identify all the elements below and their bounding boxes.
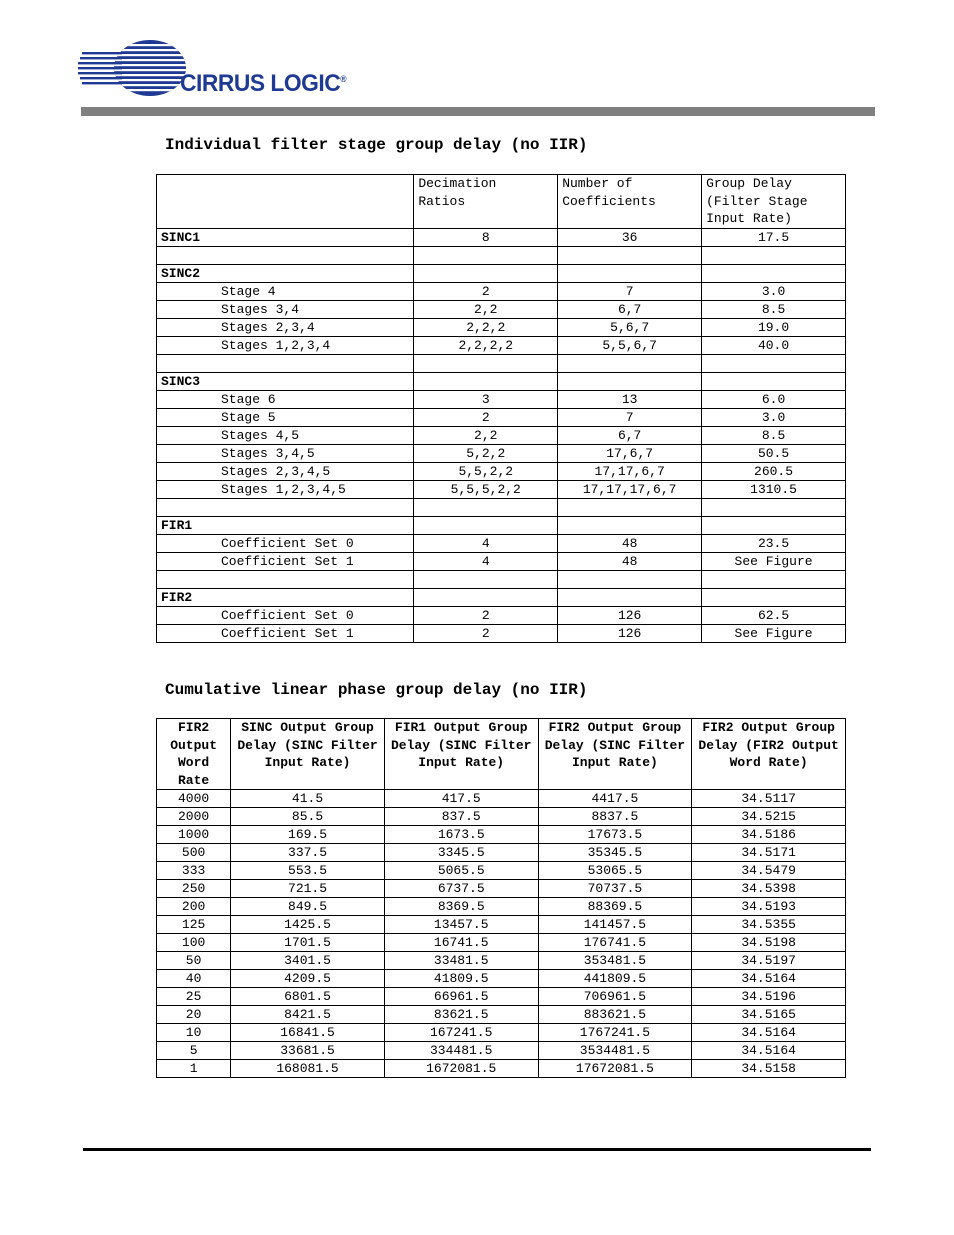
value-cell: [414, 570, 558, 588]
value-cell: 35345.5: [538, 844, 692, 862]
header-cell-sinc-delay: SINC Output Group Delay (SINC Filter Input Rate): [231, 719, 385, 790]
header-cell-fir2-delay-output: FIR2 Output Group Delay (FIR2 Output Word Rate): [692, 719, 846, 790]
row-label-cell: Coefficient Set 1: [157, 624, 414, 642]
value-cell: 1673.5: [384, 826, 538, 844]
table-row: [157, 228, 846, 246]
row-label-cell: [157, 246, 414, 264]
footer-rule: [83, 1148, 871, 1151]
value-cell: 40.0: [702, 336, 846, 354]
header-cell-fir2-delay-sinc: FIR2 Output Group Delay (SINC Filter Input Rate): [538, 719, 692, 790]
value-cell: 334481.5: [384, 1042, 538, 1060]
value-cell: [414, 588, 558, 606]
value-cell: [414, 516, 558, 534]
value-cell: 1: [157, 1060, 231, 1078]
value-cell: 3.0: [702, 408, 846, 426]
header-cell-decimation: Decimation Ratios: [414, 175, 558, 229]
value-cell: 41809.5: [384, 970, 538, 988]
value-cell: 17673.5: [538, 826, 692, 844]
value-cell: 1767241.5: [538, 1024, 692, 1042]
value-cell: 4000: [157, 790, 231, 808]
value-cell: 5,5,6,7: [558, 336, 702, 354]
row-label-cell: FIR2: [157, 588, 414, 606]
value-cell: 16841.5: [231, 1024, 385, 1042]
row-label-cell: Stage 5: [157, 408, 414, 426]
table-row: [157, 588, 846, 606]
value-cell: 34.5164: [692, 970, 846, 988]
value-cell: 3.0: [702, 282, 846, 300]
row-label-cell: Stage 4: [157, 282, 414, 300]
value-cell: 33481.5: [384, 952, 538, 970]
value-cell: 36: [558, 228, 702, 246]
value-cell: 23.5: [702, 534, 846, 552]
value-cell: 10: [157, 1024, 231, 1042]
value-cell: 88369.5: [538, 898, 692, 916]
table-row: [157, 934, 846, 952]
value-cell: 13457.5: [384, 916, 538, 934]
value-cell: 1425.5: [231, 916, 385, 934]
value-cell: 553.5: [231, 862, 385, 880]
value-cell: 5,2,2: [414, 444, 558, 462]
row-label-cell: Stage 6: [157, 390, 414, 408]
table-row: [157, 880, 846, 898]
value-cell: 34.5164: [692, 1042, 846, 1060]
table-row: [157, 390, 846, 408]
value-cell: 48: [558, 534, 702, 552]
row-label-cell: Coefficient Set 0: [157, 534, 414, 552]
individual-delay-table: [156, 174, 846, 643]
value-cell: 5,5,2,2: [414, 462, 558, 480]
value-cell: 6.0: [702, 390, 846, 408]
value-cell: 441809.5: [538, 970, 692, 988]
value-cell: 169.5: [231, 826, 385, 844]
value-cell: 837.5: [384, 808, 538, 826]
table-row: [157, 534, 846, 552]
value-cell: 417.5: [384, 790, 538, 808]
value-cell: 141457.5: [538, 916, 692, 934]
value-cell: [702, 570, 846, 588]
value-cell: [414, 246, 558, 264]
value-cell: 83621.5: [384, 1006, 538, 1024]
value-cell: [558, 354, 702, 372]
row-label-cell: Stages 3,4: [157, 300, 414, 318]
table-row: [157, 264, 846, 282]
value-cell: [558, 498, 702, 516]
value-cell: 34.5198: [692, 934, 846, 952]
value-cell: 8.5: [702, 300, 846, 318]
brand-name: CIRRUS LOGIC®: [180, 70, 347, 97]
value-cell: 66961.5: [384, 988, 538, 1006]
value-cell: 500: [157, 844, 231, 862]
value-cell: [702, 588, 846, 606]
value-cell: 41.5: [231, 790, 385, 808]
table-row: [157, 444, 846, 462]
value-cell: 2,2,2,2: [414, 336, 558, 354]
value-cell: 125: [157, 916, 231, 934]
value-cell: 126: [558, 624, 702, 642]
value-cell: 25: [157, 988, 231, 1006]
value-cell: 17,17,6,7: [558, 462, 702, 480]
table-row: [157, 336, 846, 354]
value-cell: 6,7: [558, 426, 702, 444]
value-cell: 34.5355: [692, 916, 846, 934]
value-cell: 1672081.5: [384, 1060, 538, 1078]
value-cell: 337.5: [231, 844, 385, 862]
value-cell: 2,2: [414, 426, 558, 444]
value-cell: [702, 498, 846, 516]
value-cell: 20: [157, 1006, 231, 1024]
table-row: [157, 408, 846, 426]
value-cell: 5,5,5,2,2: [414, 480, 558, 498]
value-cell: 2: [414, 282, 558, 300]
value-cell: 2,2,2: [414, 318, 558, 336]
value-cell: 167241.5: [384, 1024, 538, 1042]
value-cell: [702, 372, 846, 390]
value-cell: 34.5186: [692, 826, 846, 844]
row-label-cell: Stages 1,2,3,4,5: [157, 480, 414, 498]
value-cell: 8421.5: [231, 1006, 385, 1024]
value-cell: 5: [157, 1042, 231, 1060]
header-cell-blank: [157, 175, 414, 229]
value-cell: 3401.5: [231, 952, 385, 970]
value-cell: 3: [414, 390, 558, 408]
table-row: [157, 1060, 846, 1078]
value-cell: [558, 264, 702, 282]
table-row: [157, 844, 846, 862]
value-cell: 85.5: [231, 808, 385, 826]
value-cell: 3534481.5: [538, 1042, 692, 1060]
table-row: [157, 498, 846, 516]
table-row: [157, 826, 846, 844]
value-cell: 34.5165: [692, 1006, 846, 1024]
value-cell: 48: [558, 552, 702, 570]
value-cell: [414, 354, 558, 372]
header-cell-output-rate: FIR2 Output Word Rate: [157, 719, 231, 790]
table-row: [157, 246, 846, 264]
section-title-cumulative: Cumulative linear phase group delay (no IIR): [165, 681, 588, 699]
table-row: [157, 552, 846, 570]
value-cell: 6737.5: [384, 880, 538, 898]
table-row: [157, 516, 846, 534]
value-cell: 7: [558, 282, 702, 300]
value-cell: 2: [414, 606, 558, 624]
value-cell: 50.5: [702, 444, 846, 462]
table-row: [157, 1042, 846, 1060]
value-cell: 34.5398: [692, 880, 846, 898]
value-cell: 34.5215: [692, 808, 846, 826]
value-cell: 2: [414, 624, 558, 642]
value-cell: 19.0: [702, 318, 846, 336]
value-cell: 33681.5: [231, 1042, 385, 1060]
value-cell: 4: [414, 552, 558, 570]
value-cell: [558, 588, 702, 606]
table-row: [157, 606, 846, 624]
table-row: [157, 624, 846, 642]
value-cell: 1000: [157, 826, 231, 844]
value-cell: 8369.5: [384, 898, 538, 916]
value-cell: 50: [157, 952, 231, 970]
value-cell: 8.5: [702, 426, 846, 444]
header-cell-group-delay: Group Delay (Filter Stage Input Rate): [702, 175, 846, 229]
value-cell: 34.5479: [692, 862, 846, 880]
value-cell: 250: [157, 880, 231, 898]
value-cell: 260.5: [702, 462, 846, 480]
row-label-cell: [157, 354, 414, 372]
value-cell: 849.5: [231, 898, 385, 916]
value-cell: 100: [157, 934, 231, 952]
value-cell: 16741.5: [384, 934, 538, 952]
table-row: [157, 318, 846, 336]
value-cell: [702, 516, 846, 534]
value-cell: See Figure: [702, 552, 846, 570]
header-cell-fir1-delay: FIR1 Output Group Delay (SINC Filter Input Rate): [384, 719, 538, 790]
table-row: [157, 426, 846, 444]
value-cell: 200: [157, 898, 231, 916]
value-cell: [414, 372, 558, 390]
table-row: [157, 1024, 846, 1042]
table-header-row: [157, 175, 846, 229]
row-label-cell: FIR1: [157, 516, 414, 534]
value-cell: 4: [414, 534, 558, 552]
table-row: [157, 480, 846, 498]
row-label-cell: [157, 570, 414, 588]
value-cell: 17672081.5: [538, 1060, 692, 1078]
table-row: [157, 988, 846, 1006]
value-cell: 2000: [157, 808, 231, 826]
value-cell: 5065.5: [384, 862, 538, 880]
value-cell: 2,2: [414, 300, 558, 318]
table-row: [157, 898, 846, 916]
value-cell: 4417.5: [538, 790, 692, 808]
table-row: [157, 300, 846, 318]
value-cell: 176741.5: [538, 934, 692, 952]
value-cell: [702, 354, 846, 372]
table-row: [157, 372, 846, 390]
value-cell: 126: [558, 606, 702, 624]
value-cell: [558, 516, 702, 534]
value-cell: 62.5: [702, 606, 846, 624]
value-cell: [558, 570, 702, 588]
value-cell: [702, 246, 846, 264]
value-cell: 168081.5: [231, 1060, 385, 1078]
value-cell: 13: [558, 390, 702, 408]
row-label-cell: Stages 2,3,4,5: [157, 462, 414, 480]
value-cell: 40: [157, 970, 231, 988]
value-cell: 721.5: [231, 880, 385, 898]
row-label-cell: Stages 2,3,4: [157, 318, 414, 336]
table-row: [157, 462, 846, 480]
table-row: [157, 970, 846, 988]
row-label-cell: Stages 1,2,3,4: [157, 336, 414, 354]
table-row: [157, 354, 846, 372]
table-row: [157, 952, 846, 970]
value-cell: [558, 246, 702, 264]
value-cell: 6801.5: [231, 988, 385, 1006]
header-cell-coefficients: Number of Coefficients: [558, 175, 702, 229]
value-cell: [414, 498, 558, 516]
value-cell: 5,6,7: [558, 318, 702, 336]
table-row: [157, 282, 846, 300]
value-cell: 34.5117: [692, 790, 846, 808]
value-cell: 17.5: [702, 228, 846, 246]
value-cell: 34.5158: [692, 1060, 846, 1078]
table-row: [157, 808, 846, 826]
row-label-cell: SINC1: [157, 228, 414, 246]
header-bar: [81, 107, 875, 116]
row-label-cell: SINC3: [157, 372, 414, 390]
value-cell: 3345.5: [384, 844, 538, 862]
value-cell: 7: [558, 408, 702, 426]
value-cell: 883621.5: [538, 1006, 692, 1024]
value-cell: 34.5196: [692, 988, 846, 1006]
value-cell: 17,17,17,6,7: [558, 480, 702, 498]
row-label-cell: SINC2: [157, 264, 414, 282]
cumulative-delay-table: [156, 718, 846, 1078]
value-cell: 34.5197: [692, 952, 846, 970]
value-cell: 17,6,7: [558, 444, 702, 462]
value-cell: 1701.5: [231, 934, 385, 952]
section-title-individual: Individual filter stage group delay (no IIR): [165, 136, 588, 154]
row-label-cell: Stages 4,5: [157, 426, 414, 444]
value-cell: 353481.5: [538, 952, 692, 970]
table-header-row: [157, 719, 846, 790]
table-row: [157, 916, 846, 934]
value-cell: 53065.5: [538, 862, 692, 880]
value-cell: 34.5193: [692, 898, 846, 916]
value-cell: 2: [414, 408, 558, 426]
value-cell: 6,7: [558, 300, 702, 318]
value-cell: 70737.5: [538, 880, 692, 898]
row-label-cell: Stages 3,4,5: [157, 444, 414, 462]
table-row: [157, 1006, 846, 1024]
value-cell: 706961.5: [538, 988, 692, 1006]
value-cell: 4209.5: [231, 970, 385, 988]
value-cell: [558, 372, 702, 390]
value-cell: [702, 264, 846, 282]
value-cell: [414, 264, 558, 282]
value-cell: 8: [414, 228, 558, 246]
value-cell: 34.5171: [692, 844, 846, 862]
row-label-cell: [157, 498, 414, 516]
row-label-cell: Coefficient Set 1: [157, 552, 414, 570]
value-cell: See Figure: [702, 624, 846, 642]
row-label-cell: Coefficient Set 0: [157, 606, 414, 624]
value-cell: 1310.5: [702, 480, 846, 498]
value-cell: 34.5164: [692, 1024, 846, 1042]
table-row: [157, 862, 846, 880]
value-cell: 8837.5: [538, 808, 692, 826]
table-row: [157, 570, 846, 588]
table-row: [157, 790, 846, 808]
value-cell: 333: [157, 862, 231, 880]
